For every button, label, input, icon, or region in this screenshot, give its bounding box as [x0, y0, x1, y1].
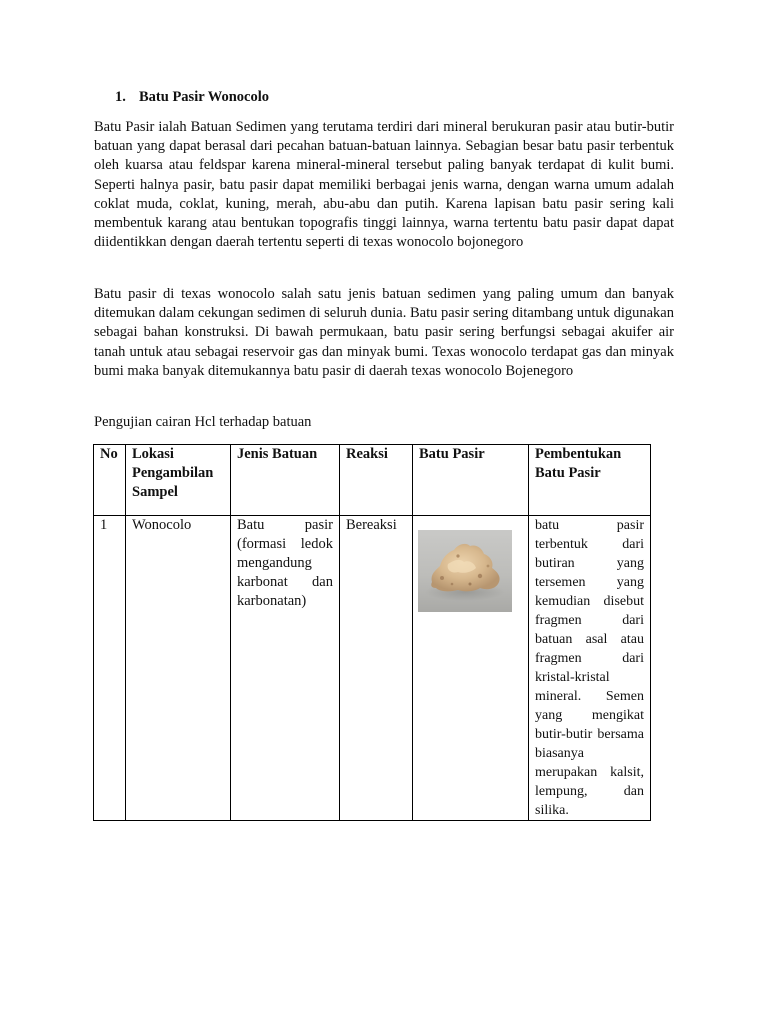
section-title: Batu Pasir Wonocolo [139, 89, 269, 105]
table-header-row [94, 445, 651, 516]
header-no: No [94, 445, 126, 516]
sandstone-sample-photo [418, 530, 512, 612]
header-reaksi: Reaksi [340, 445, 413, 516]
header-jenis-batuan: Jenis Batuan [231, 445, 340, 516]
header-lokasi: Lokasi Pengambilan Sampel [126, 445, 231, 516]
paragraph-1: Batu Pasir ialah Batuan Sedimen yang terutama terdiri dari mineral berukuran pasir atau butir-butir batuan yang dapat berasal dari pecahan batuan-batuan lainnya. Sebagian besar batu pasir terbentuk oleh kuarsa atau feldspar karena mineral-mineral tersebut paling banyak terdapat di kulit bumi. Seperti halnya pasir, batu pasir dapat memiliki berbagai jenis warna, dengan warna umum adalah coklat muda, coklat, kuning, merah, abu-abu dan putih. Karena lapisan batu pasir sering kali membentuk karang atau bentukan topografis tinggi lainnya, warna tertentu batu pasir dapat dapat diidentikkan dengan daerah tertentu seperti di texas wonocolo bojonegoro [94, 119, 674, 251]
section-number: 1. [115, 89, 126, 105]
cell-lokasi: Wonocolo [126, 516, 231, 821]
paragraph-2: Batu pasir di texas wonocolo salah satu jenis batuan sedimen yang paling umum dan banyak ditemukan dalam cekungan sedimen di seluruh dunia. Batu pasir sering ditambang untuk digunakan sebagai bahan konstruksi. Di bawah permukaan, batu pasir sering berfungsi sebagai akuifer air tanah untuk atau sebagai reservoir gas dan minyak bumi. Texas wonocolo terdapat gas dan minyak bumi maka banyak ditemukannya batu pasir di daerah texas wonocolo Bojenegoro [94, 286, 674, 379]
cell-reaksi: Bereaksi [340, 516, 413, 821]
cell-no: 1 [94, 516, 126, 821]
cell-jenis-batuan: Batu pasir (formasi ledok mengandung karbonat dan karbonatan) [231, 516, 340, 821]
header-pembentukan: Pembentukan Batu Pasir [529, 445, 651, 516]
table-row [94, 516, 651, 821]
section-heading [115, 88, 269, 106]
cell-pembentukan: batu pasir terbentuk dari butiran yang tersemen yang kemudian disebut fragmen dari batuan asal atau fragmen dari kristal-kristal mineral. Semen yang mengikat butir-butir bersama biasanya merupakan kalsit, lempung, dan silika. [529, 516, 651, 821]
rock-test-table [93, 444, 651, 821]
sandstone-rock-image [418, 530, 512, 612]
header-batu-pasir: Batu Pasir [413, 445, 529, 516]
table-caption: Pengujian cairan Hcl terhadap batuan [94, 414, 312, 430]
cell-batu-pasir-photo [413, 516, 529, 821]
